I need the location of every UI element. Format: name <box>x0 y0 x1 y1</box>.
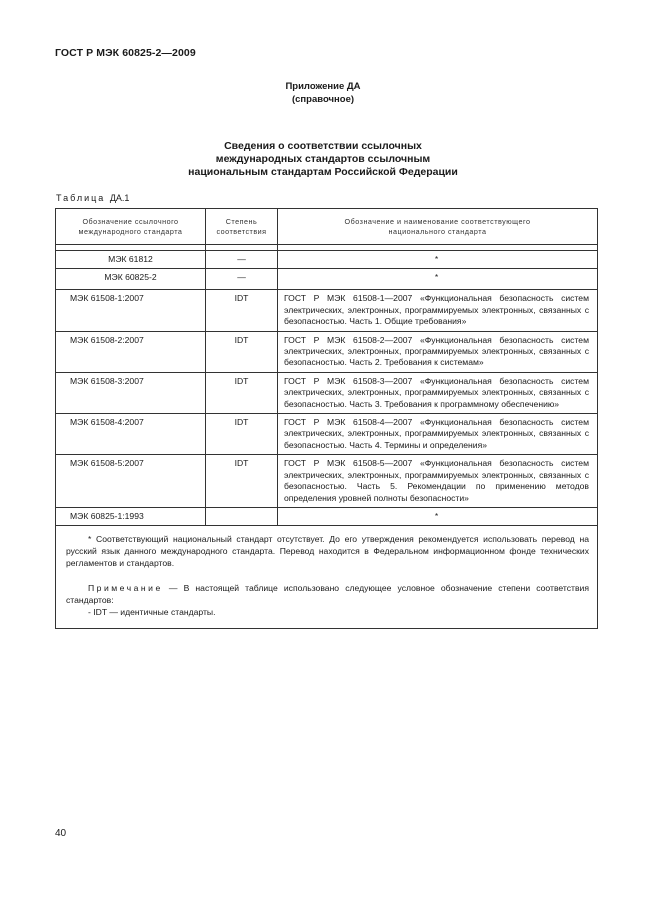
table-label <box>56 193 129 203</box>
page-number: 40 <box>55 828 67 839</box>
ref-cell: МЭК 61508-1:2007 <box>56 290 206 331</box>
section-title-line: национальным стандартам Российской Федерации <box>188 166 458 178</box>
ref-cell: МЭК 60825-1:1993 <box>56 507 206 525</box>
note-paragraph <box>66 582 589 606</box>
annex-subtitle: (справочное) <box>291 94 355 105</box>
column-header-degree: Степень соответствия <box>206 209 278 245</box>
ref-cell: МЭК 61508-4:2007 <box>56 414 206 455</box>
table-row <box>56 331 598 372</box>
table-row <box>56 269 598 290</box>
section-title-line: международных стандартов ссылочным <box>215 153 431 165</box>
annex-title: Приложение ДА <box>285 81 361 92</box>
degree-cell <box>206 507 278 525</box>
table-footnote-row <box>56 526 598 629</box>
correspondence-table <box>55 208 598 629</box>
table-row <box>56 290 598 331</box>
ref-cell: МЭК 61812 <box>56 251 206 269</box>
ref-cell: МЭК 61508-2:2007 <box>56 331 206 372</box>
degree-cell: IDT <box>206 455 278 508</box>
national-cell: ГОСТ Р МЭК 61508-5—2007 «Функциональная безопасность систем электрических, электронных, программируемых электронных, связанных с безопасностью. Часть 5. Рекомендации по применению методов определения уровней полноты безопасности» <box>278 455 598 508</box>
table-label-word: Таблица <box>56 193 106 203</box>
national-cell: * <box>278 251 598 269</box>
table-row <box>56 251 598 269</box>
national-cell: * <box>278 269 598 290</box>
table-label-number: ДА.1 <box>109 193 130 203</box>
note-item: - IDT — идентичные стандарты. <box>88 607 216 618</box>
degree-cell: — <box>206 251 278 269</box>
national-cell: ГОСТ Р МЭК 61508-3—2007 «Функциональная безопасность систем электрических, электронных, программируемых электронных, связанных с безопасностью. Часть 3. Требования к программному обеспечению» <box>278 372 598 413</box>
ref-cell: МЭК 61508-3:2007 <box>56 372 206 413</box>
annex-heading <box>0 80 646 106</box>
national-cell: ГОСТ Р МЭК 61508-4—2007 «Функциональная безопасность систем электрических, электронных, программируемых электронных, связанных с безопасностью. Часть 4. Термины и определения» <box>278 414 598 455</box>
national-cell: * <box>278 507 598 525</box>
table-row <box>56 414 598 455</box>
degree-cell: — <box>206 269 278 290</box>
degree-cell: IDT <box>206 414 278 455</box>
note-text: — В настоящей таблице использовано следующее условное обозначение степени соответствия стандартов: <box>66 583 589 606</box>
section-title <box>0 140 646 179</box>
table-footnote <box>56 526 598 629</box>
degree-cell: IDT <box>206 290 278 331</box>
national-cell: ГОСТ Р МЭК 61508-1—2007 «Функциональная безопасность систем электрических, электронных, программируемых электронных, связанных с безопасностью. Часть 1. Общие требования» <box>278 290 598 331</box>
ref-cell: МЭК 60825-2 <box>56 269 206 290</box>
table-row <box>56 372 598 413</box>
section-title-line: Сведения о соответствии ссылочных <box>224 140 422 152</box>
column-header-international: Обозначение ссылочного международного стандарта <box>56 209 206 245</box>
degree-cell: IDT <box>206 372 278 413</box>
table-row <box>56 455 598 508</box>
ref-cell: МЭК 61508-5:2007 <box>56 455 206 508</box>
footnote-text: * Соответствующий национальный стандарт отсутствует. До его утверждения рекомендуется использовать перевод на русский язык данного международного стандарта. Перевод находится в Федеральном информационном фонде технических регламентов и стандартов. <box>66 534 589 569</box>
national-cell: ГОСТ Р МЭК 61508-2—2007 «Функциональная безопасность систем электрических, электронных, программируемых электронных, связанных с безопасностью. Часть 2. Требования к системам» <box>278 331 598 372</box>
note-label: Примечание <box>88 583 163 594</box>
table-row <box>56 507 598 525</box>
table-header-row <box>56 209 598 245</box>
column-header-national: Обозначение и наименование соответствующего национального стандарта <box>278 209 598 245</box>
standard-code: ГОСТ Р МЭК 60825-2—2009 <box>55 47 196 59</box>
degree-cell: IDT <box>206 331 278 372</box>
